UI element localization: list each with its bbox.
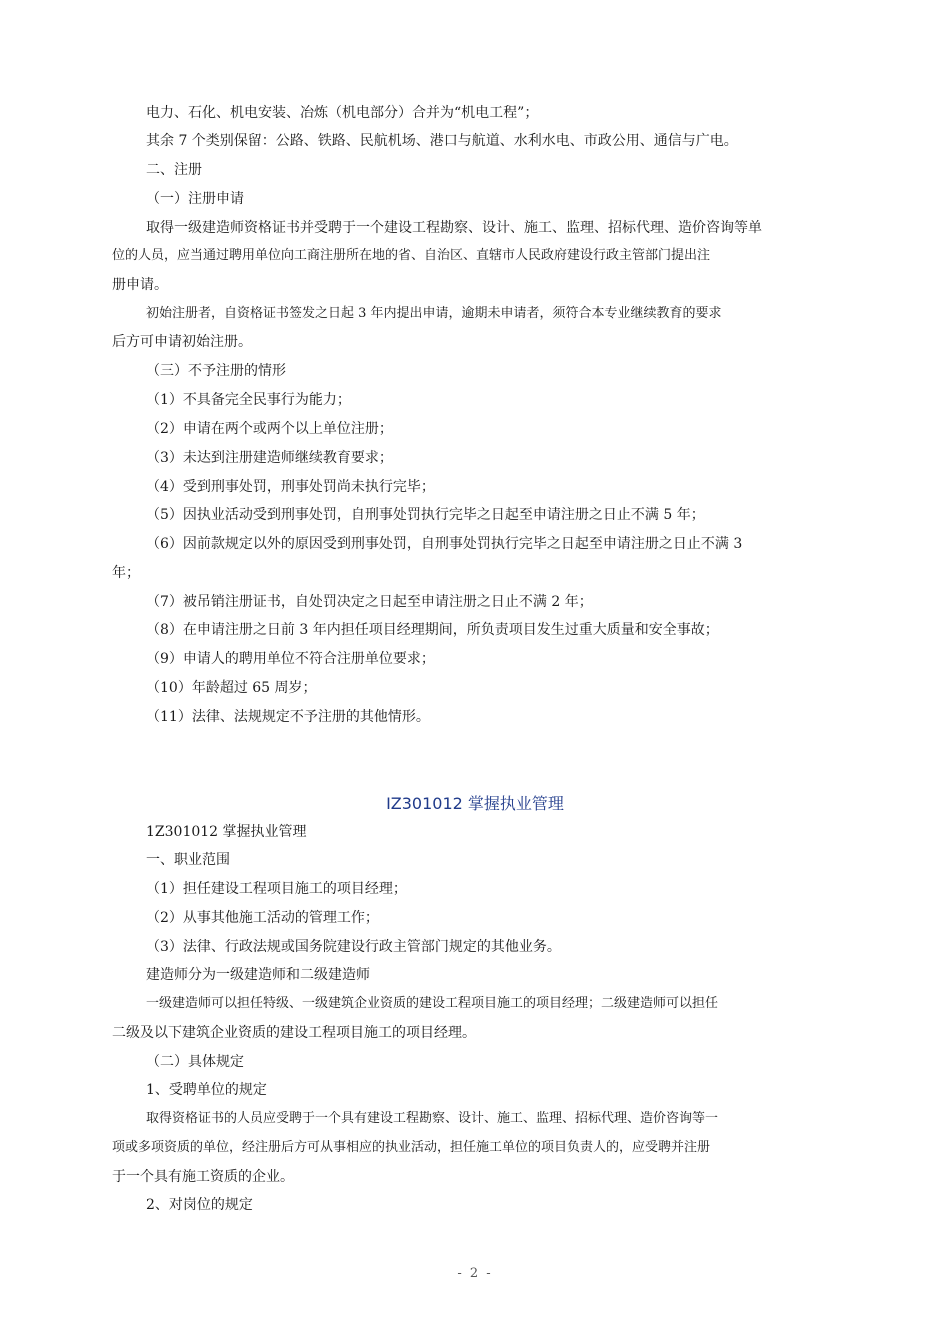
text-line: （一）注册申请: [146, 191, 244, 207]
text-line: 其余 7 个类别保留：公路、铁路、民航机场、港口与航道、水利水电、市政公用、通信与广电。: [146, 133, 738, 149]
text-line: 取得一级建造师资格证书并受聘于一个建设工程勘察、设计、施工、监理、招标代理、造价咨询等单: [146, 220, 762, 236]
text-line: 建造师分为一级建造师和二级建造师: [146, 967, 370, 983]
text-line: 项或多项资质的单位，经注册后方可从事相应的执业活动，担任施工单位的项目负责人的，应受聘并注册: [112, 1140, 711, 1155]
text-line: （7）被吊销注册证书，自处罚决定之日起至申请注册之日止不满 2 年；: [146, 594, 593, 610]
text-line: （6）因前款规定以外的原因受到刑事处罚，自刑事处罚执行完毕之日起至申请注册之日止不满 3: [146, 536, 743, 552]
text-line: 一、职业范围: [146, 852, 230, 868]
text-line: 1、受聘单位的规定: [146, 1082, 267, 1098]
text-line: 二、注册: [146, 162, 202, 178]
text-line: （1）担任建设工程项目施工的项目经理；: [146, 881, 407, 897]
text-line: 后方可申请初始注册。: [112, 334, 252, 350]
text-line: 取得资格证书的人员应受聘于一个具有建设工程勘察、设计、施工、监理、招标代理、造价咨询等一: [146, 1111, 719, 1126]
text-line: （11）法律、法规规定不予注册的其他情形。: [146, 709, 430, 725]
text-line: 册申请。: [112, 277, 168, 293]
text-line: 初始注册者，自资格证书签发之日起 3 年内提出申请，逾期未申请者，须符合本专业继续教育的要求: [146, 306, 722, 321]
text-line: 一级建造师可以担任特级、一级建筑企业资质的建设工程项目施工的项目经理；二级建造师可以担任: [146, 996, 719, 1011]
section-heading: IZ301012 掌握执业管理: [386, 794, 564, 813]
text-line: （1）不具备完全民事行为能力；: [146, 392, 351, 408]
page-number: - 2 -: [457, 1266, 493, 1281]
text-line: （3）未达到注册建造师继续教育要求；: [146, 450, 393, 466]
text-line: （10）年龄超过 65 周岁；: [146, 680, 317, 696]
text-line: 于一个具有施工资质的企业。: [112, 1169, 294, 1185]
text-line: （二）具体规定: [146, 1054, 244, 1070]
text-line: 2、对岗位的规定: [146, 1197, 253, 1213]
text-line: （5）因执业活动受到刑事处罚，自刑事处罚执行完毕之日起至申请注册之日止不满 5 年；: [146, 507, 705, 523]
text-line: （2）申请在两个或两个以上单位注册；: [146, 421, 393, 437]
text-line: （4）受到刑事处罚，刑事处罚尚未执行完毕；: [146, 479, 435, 495]
text-line: （8）在申请注册之日前 3 年内担任项目经理期间，所负责项目发生过重大质量和安全事故；: [146, 622, 719, 638]
text-line: 位的人员，应当通过聘用单位向工商注册所在地的省、自治区、直辖市人民政府建设行政主管部门提出注: [112, 248, 711, 263]
text-line: 电力、石化、机电安装、冶炼（机电部分）合并为“机电工程”；: [146, 105, 539, 121]
text-line: （9）申请人的聘用单位不符合注册单位要求；: [146, 651, 435, 667]
text-line: 1Z301012 掌握执业管理: [146, 824, 307, 840]
text-line: （三）不予注册的情形: [146, 363, 286, 379]
text-line: 年；: [112, 565, 140, 581]
text-line: 二级及以下建筑企业资质的建设工程项目施工的项目经理。: [112, 1025, 476, 1041]
text-line: （2）从事其他施工活动的管理工作；: [146, 910, 379, 926]
text-line: （3）法律、行政法规或国务院建设行政主管部门规定的其他业务。: [146, 939, 561, 955]
